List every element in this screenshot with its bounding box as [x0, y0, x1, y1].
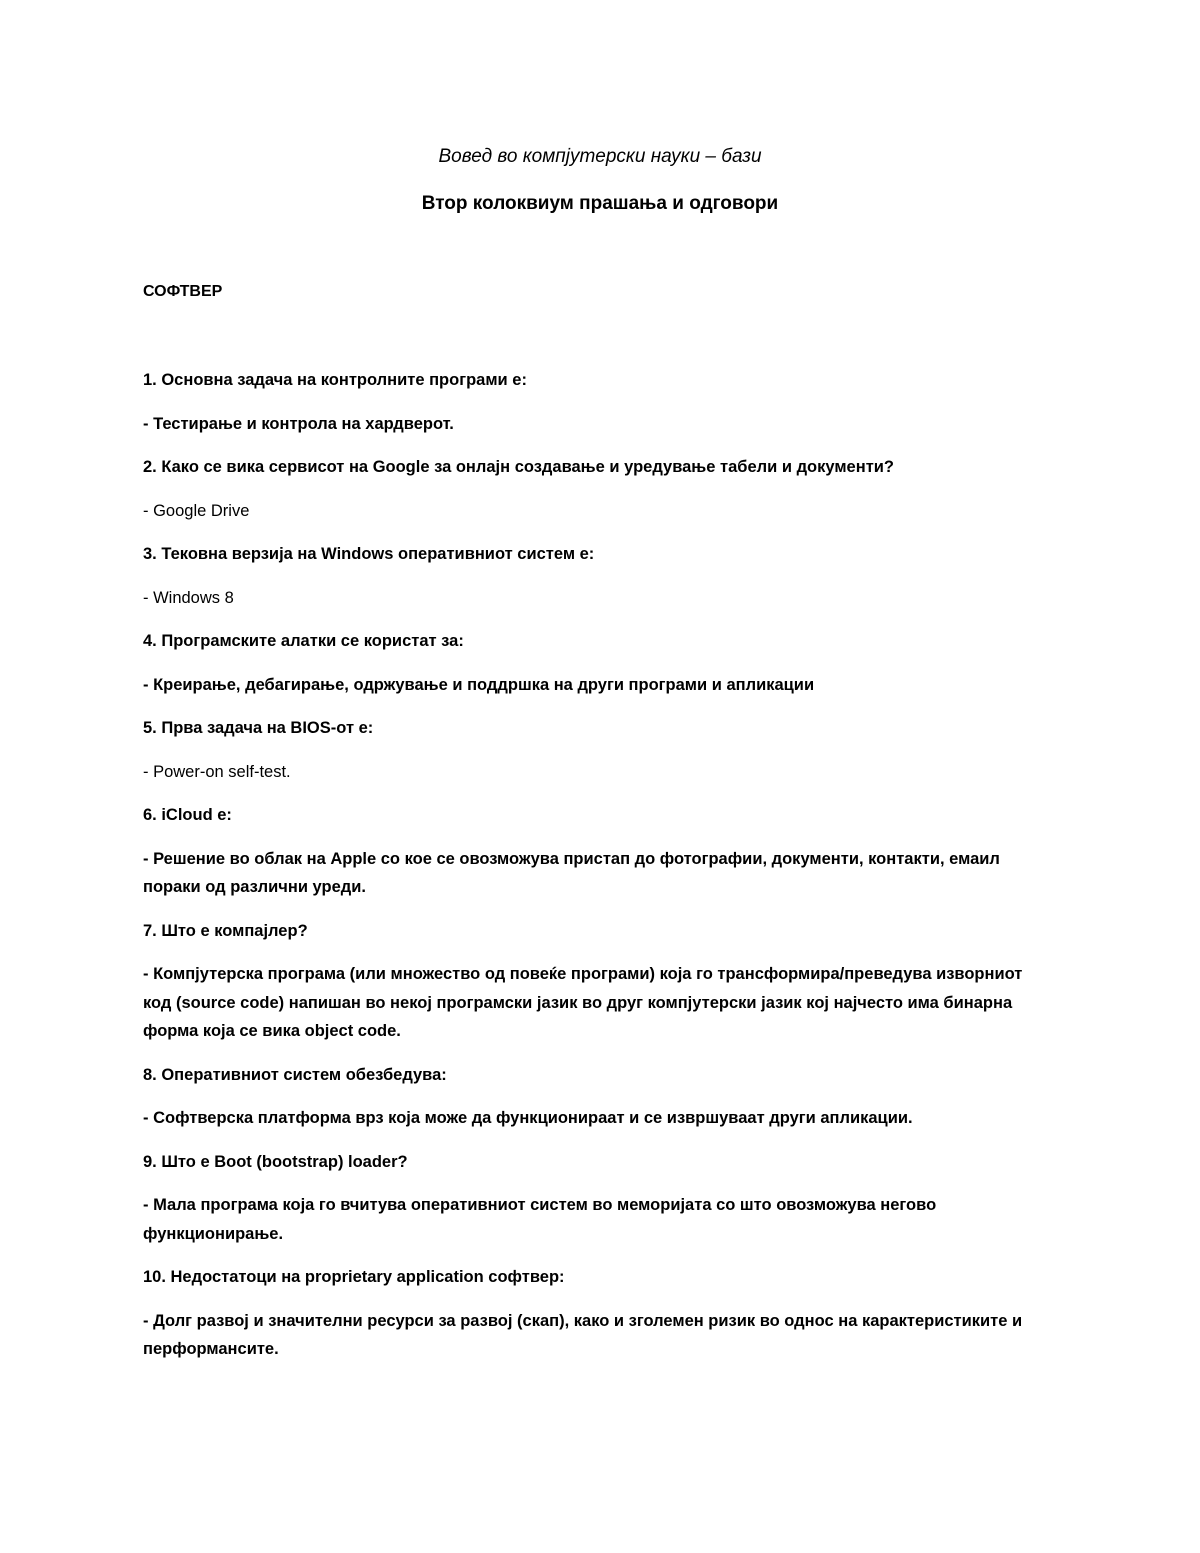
question-4: 4. Програмските алатки се користат за: — [143, 632, 464, 650]
qa-item-3 — [143, 540, 1043, 612]
qa-item-9 — [143, 1148, 1043, 1249]
question-3: 3. Тековна верзија на Windows оперативниот систем е: — [143, 545, 595, 563]
section-heading: СОФТВЕР — [143, 283, 223, 300]
answer-9: - Мала програма која го вчитува оперативниот систем во меморијата со што овозможува негово функционирање. — [143, 1196, 937, 1243]
question-9: 9. Што е Boot (bootstrap) loader? — [143, 1152, 408, 1171]
qa-list — [143, 366, 1043, 1379]
question-2: 2. Како се вика сервисот на Google за онлајн создавање и уредување табели и документи? — [143, 458, 894, 476]
question-7: 7. Што е компајлер? — [143, 921, 308, 940]
question-5: 5. Прва задача на BIOS-от е: — [143, 719, 374, 737]
qa-item-7 — [143, 917, 1043, 1046]
answer-1: - Тестирање и контрола на хардверот. — [143, 414, 454, 433]
qa-item-2 — [143, 453, 1043, 525]
answer-5: - Power-on self-test. — [143, 762, 291, 781]
qa-item-6 — [143, 801, 1043, 902]
question-1: 1. Основна задача на контролните програми е: — [143, 371, 527, 389]
qa-item-1 — [143, 366, 1043, 438]
question-6: 6. iCloud е: — [143, 806, 232, 824]
qa-item-4 — [143, 627, 1043, 699]
answer-2: - Google Drive — [143, 501, 250, 520]
qa-item-5 — [143, 714, 1043, 786]
qa-item-8 — [143, 1061, 1043, 1133]
answer-4: - Креирање, дебагирање, одржување и поддршка на други програми и апликации — [143, 675, 815, 694]
document-subtitle: Вовед во компјутерски науки – бази — [438, 146, 762, 167]
question-8: 8. Оперативниот систем обезбедува: — [143, 1065, 447, 1084]
document-title: Втор колоквиум прашања и одговори — [421, 193, 779, 214]
question-10: 10. Недостатоци на proprietary application софтвер: — [143, 1268, 565, 1286]
qa-item-10 — [143, 1263, 1043, 1364]
answer-7: - Компјутерска програма (или множество од повеќе програми) која го трансформира/преведува изворниот код (source code) напишан во некој програмски јазик во друг компјутерски јазик кој најчесто има бинарна форма која се вика object code. — [143, 965, 1023, 1040]
answer-6: - Решение во облак на Apple со кое се овозможува пристап до фотографии, документи, контакти, емаил пораки од различни уреди. — [143, 849, 1000, 896]
answer-10: - Долг развој и значителни ресурси за развој (скап), како и зголемен ризик во однос на карактеристиките и перформансите. — [143, 1311, 1023, 1358]
answer-3: - Windows 8 — [143, 588, 234, 607]
answer-8: - Софтверска платформа врз која може да функционираат и се извршуваат други апликации. — [143, 1109, 913, 1127]
